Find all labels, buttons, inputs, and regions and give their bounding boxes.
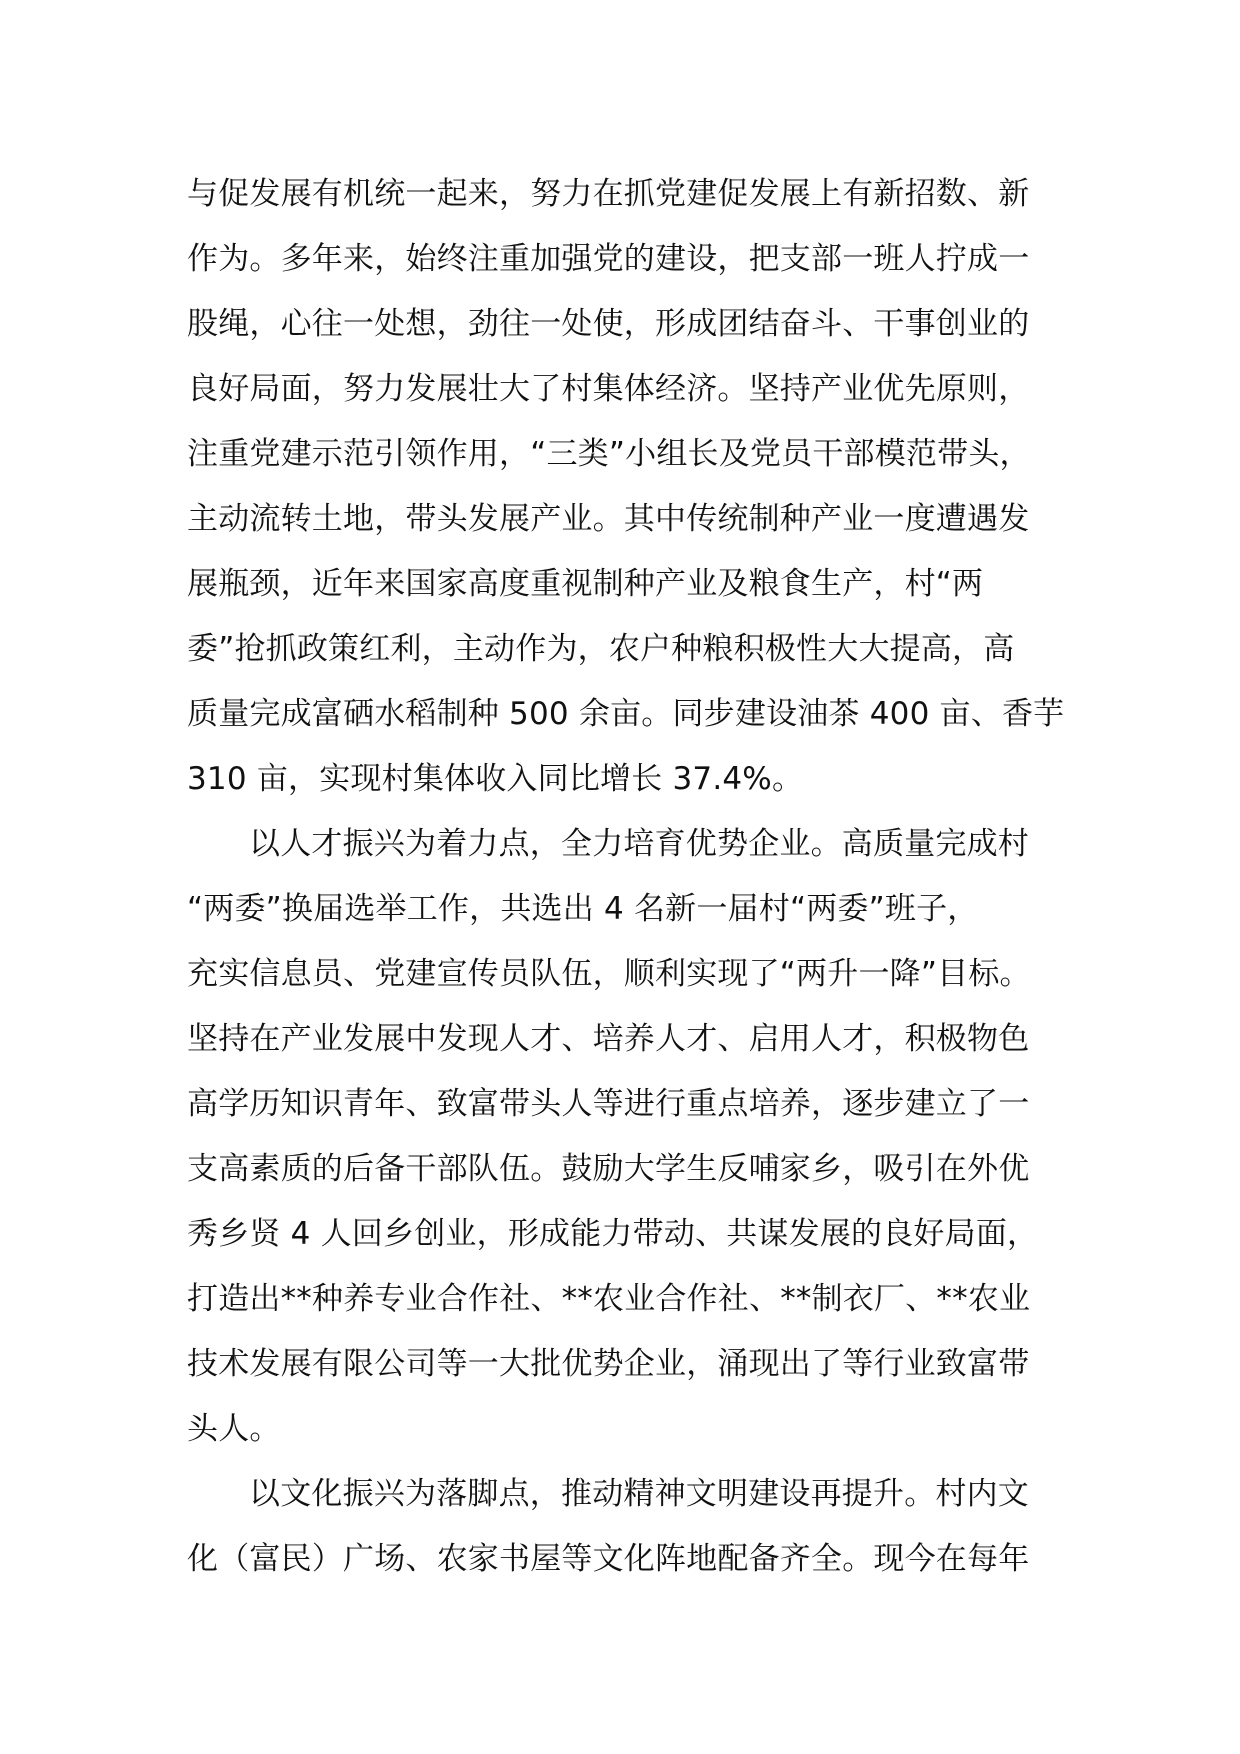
text-line: 质量完成富硒水稻制种 500 余亩。同步建设油茶 400 亩、香芋 <box>187 696 1065 732</box>
text-line: 秀乡贤 4 人回乡创业，形成能力带动、共谋发展的良好局面， <box>187 1216 1039 1252</box>
text-line: 委”抢抓政策红利，主动作为，农户种粮积极性大大提高，高 <box>187 631 1015 667</box>
text-line: 310 亩，实现村集体收入同比增长 37.4%。 <box>187 761 804 797</box>
text-line: 充实信息员、党建宣传员队伍，顺利实现了“两升一降”目标。 <box>187 956 1031 992</box>
text-line: 与促发展有机统一起来，努力在抓党建促发展上有新招数、新 <box>187 176 1030 212</box>
text-line: 化（富民）广场、农家书屋等文化阵地配备齐全。现今在每年 <box>187 1541 1030 1577</box>
paragraph-talent-revitalization <box>187 812 1087 1462</box>
text-line: 支高素质的后备干部队伍。鼓励大学生反哺家乡，吸引在外优 <box>187 1151 1030 1187</box>
text-line: 打造出**种养专业合作社、**农业合作社、**制衣厂、**农业 <box>187 1281 1031 1317</box>
text-line: 以人才振兴为着力点，全力培育优势企业。高质量完成村 <box>249 826 1029 862</box>
text-line: 作为。多年来，始终注重加强党的建设，把支部一班人拧成一 <box>187 241 1030 277</box>
text-line: 良好局面，努力发展壮大了村集体经济。坚持产业优先原则， <box>187 371 1030 407</box>
text-line: “两委”换届选举工作，共选出 4 名新一届村“两委”班子， <box>187 891 979 927</box>
paragraph-party-building <box>187 162 1087 812</box>
text-line: 股绳，心往一处想，劲往一处使，形成团结奋斗、干事创业的 <box>187 306 1030 342</box>
text-line: 注重党建示范引领作用，“三类”小组长及党员干部模范带头， <box>187 436 1031 472</box>
text-line: 技术发展有限公司等一大批优势企业，涌现出了等行业致富带 <box>187 1346 1030 1382</box>
text-line: 坚持在产业发展中发现人才、培养人才、启用人才，积极物色 <box>187 1021 1030 1057</box>
text-line: 高学历知识青年、致富带头人等进行重点培养，逐步建立了一 <box>187 1086 1030 1122</box>
text-line: 以文化振兴为落脚点，推动精神文明建设再提升。村内文 <box>249 1476 1029 1512</box>
document-body <box>187 162 1087 1592</box>
text-line: 主动流转土地，带头发展产业。其中传统制种产业一度遭遇发 <box>187 501 1030 537</box>
paragraph-culture-revitalization <box>187 1462 1087 1592</box>
text-line: 展瓶颈，近年来国家高度重视制种产业及粮食生产，村“两 <box>187 566 984 602</box>
text-line: 头人。 <box>187 1411 281 1447</box>
